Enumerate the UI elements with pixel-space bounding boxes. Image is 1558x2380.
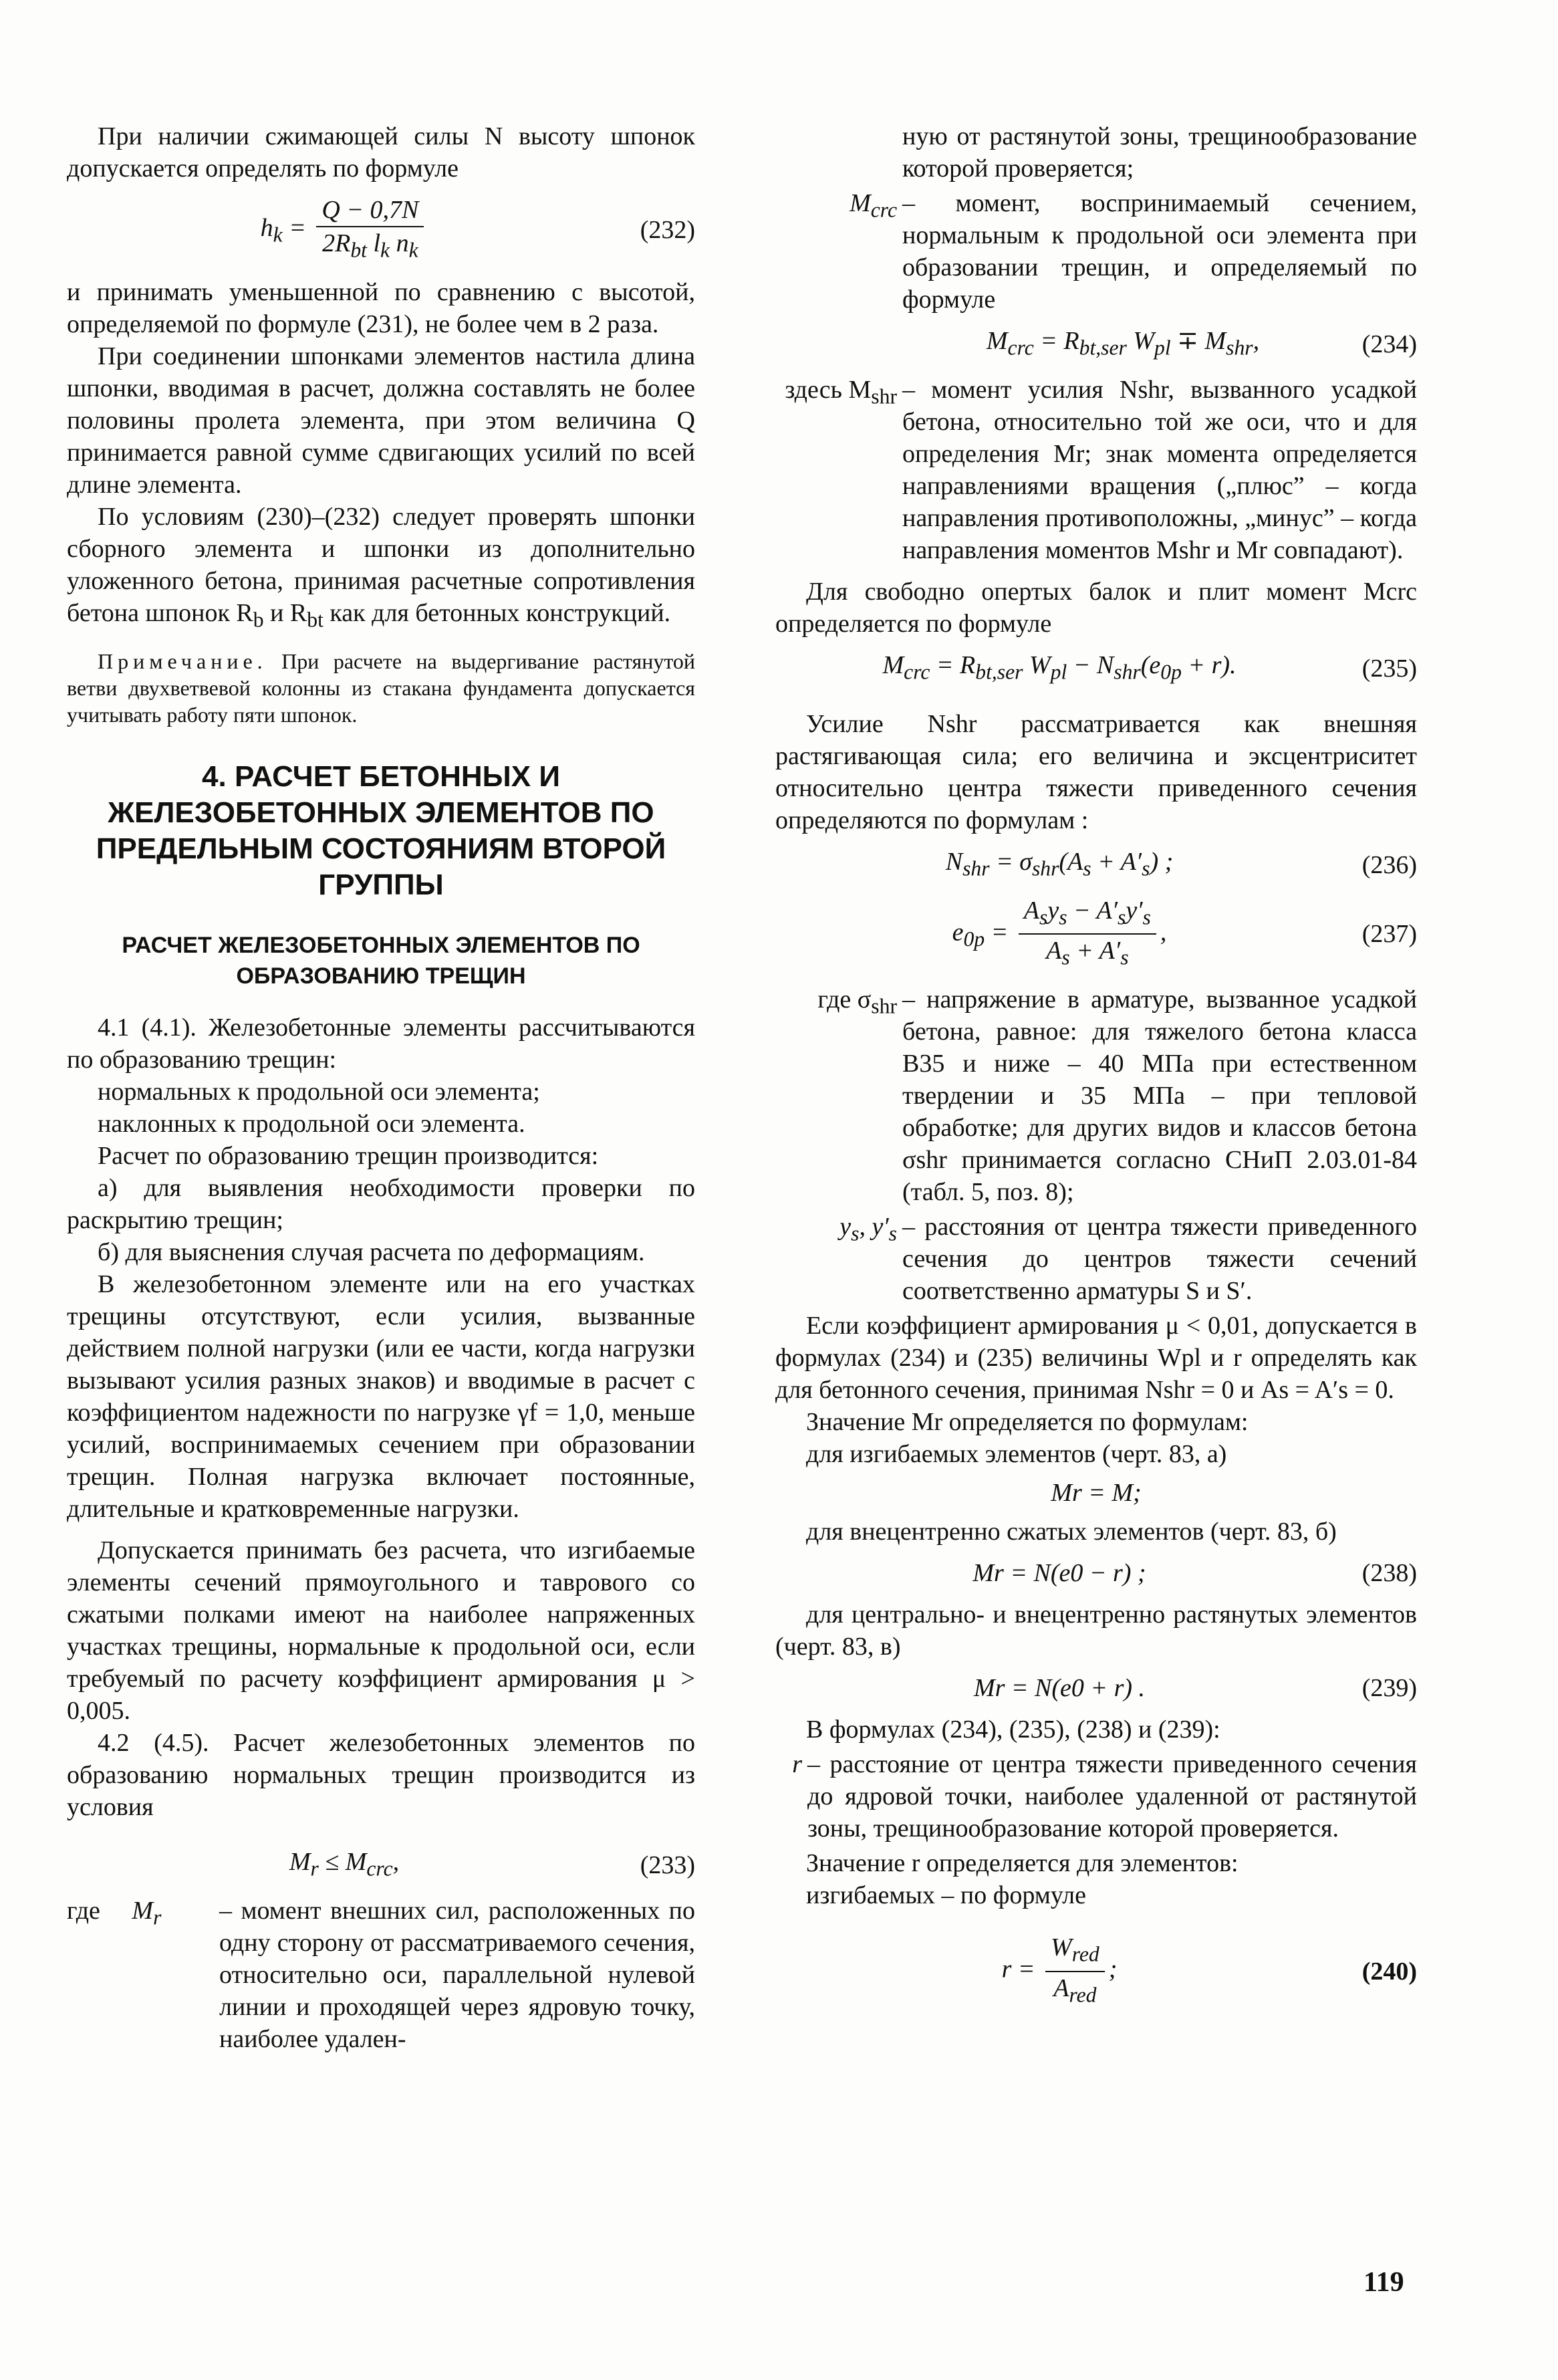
formula-mr: Mr = M; bbox=[1051, 1478, 1142, 1507]
paragraph: для внецентренно сжатых элементов (черт. 83, б) bbox=[806, 1517, 1337, 1546]
paragraph: ную от растянутой зоны, трещинообразование которой проверяется; bbox=[902, 122, 1417, 183]
list-item: нормальных к продольной оси элемента; bbox=[98, 1078, 540, 1106]
formula-number: (236) bbox=[1361, 851, 1417, 880]
paragraph: изгибаемых – по формуле bbox=[806, 1881, 1087, 1909]
right-column bbox=[775, 120, 1417, 2020]
fraction bbox=[316, 194, 424, 267]
formula-symbol: h bbox=[260, 214, 273, 243]
definition-label: где $M_r$ bbox=[67, 1896, 162, 1929]
note-label: Примечание. bbox=[98, 649, 267, 674]
paragraph: Значение r определяется для элементов: bbox=[806, 1849, 1239, 1877]
paragraph: При наличии сжимающей силы N высоту шпонок допускается определять по формуле bbox=[67, 122, 695, 183]
page-number: 119 bbox=[1364, 2267, 1404, 2298]
definition-sigma bbox=[775, 983, 1417, 1208]
definition-text: – момент, воспринимаемый сечением, нормальным к продольной оси элемента при образовании трещин, и определяемый по формуле bbox=[902, 189, 1417, 314]
fraction-numerator: $A_sy_s - A'_sy'_s$ bbox=[1019, 895, 1156, 935]
definition-text: – расстояния от центра тяжести приведенного сечения до центров тяжести сечений соответственно арматуры S и S′. bbox=[902, 1212, 1417, 1305]
definition-mcrc bbox=[775, 187, 1417, 316]
formula-239 bbox=[775, 1672, 1417, 1704]
definition-mr bbox=[67, 1895, 695, 2055]
formula-233: $M_r \le M_{crc}$, (233) bbox=[289, 1848, 695, 1881]
note bbox=[67, 648, 695, 728]
formula-number: (237) bbox=[1361, 920, 1417, 949]
formula-number: (232) bbox=[640, 216, 695, 245]
formula-number: (238) bbox=[1361, 1558, 1417, 1587]
fraction-numerator: Q − 0,7N bbox=[316, 194, 424, 227]
fraction-numerator: $W_{red}$ bbox=[1045, 1931, 1105, 1972]
fraction-denominator: $A_{red}$ bbox=[1053, 1974, 1097, 2007]
paragraph: и принимать уменьшенной по сравнению с высотой, определяемой по формуле (231), не более чем в 2 раза. bbox=[67, 277, 695, 338]
paragraph: В железобетонном элементе или на его участках трещины отсутствуют, если усилия, вызванные действием полной нагрузки (или ее части, когда нагрузки вызывают усилия разных знаков) и вводимые в расчет с коэффициентом надежности по нагрузке γf = 1,0, меньше усилий, воспринимаемых сечением при образовании трещин. Полная нагрузка включает постоянные, длительные и кратковременные нагрузки. bbox=[67, 1270, 695, 1524]
paragraph: Для свободно опертых балок и плит момент Mcrc определяется по формуле bbox=[775, 577, 1417, 638]
formula-number: (240) bbox=[1361, 1957, 1417, 1986]
definition-text: – момент внешних сил, расположенных по одну сторону от рассматриваемого сечения, относительно оси, параллельной нулевой линии и проходящей через ядровую точку, наиболее удален- bbox=[219, 1896, 695, 2053]
formula-number: (235) bbox=[1361, 654, 1417, 683]
definition-label: где $\sigma_{shr}$ bbox=[817, 985, 897, 1018]
paragraph: для центрально- и внецентренно растянутых элементов (черт. 83, в) bbox=[775, 1600, 1417, 1661]
formula-238 bbox=[775, 1557, 1417, 1589]
definition-label: здесь $M_{shr}$ bbox=[785, 375, 897, 408]
definition-r bbox=[775, 1748, 1417, 1844]
list-item: наклонных к продольной оси элемента. bbox=[98, 1110, 525, 1139]
paragraph: Допускается принимать без расчета, что изгибаемые элементы сечений прямоугольного и таврового со сжатыми полками имеют на наиболее напряженных участках трещины, нормальные к продольной оси, если требуемый по расчету коэффициент армирования μ > 0,005. bbox=[67, 1536, 695, 1726]
paragraph: для изгибаемых элементов (черт. 83, а) bbox=[806, 1439, 1227, 1468]
paragraph: Значение Mr определяется по формулам: bbox=[806, 1407, 1249, 1436]
formula-number: (239) bbox=[1361, 1673, 1417, 1702]
definition-label: $M_{crc}$ bbox=[850, 189, 897, 222]
fraction bbox=[1019, 895, 1156, 974]
formula-subscript: k bbox=[273, 223, 283, 247]
definition-label: r bbox=[792, 1750, 802, 1778]
note-text: При расчете на выдергивание растянутой ветви двухветвевой колонны из стакана фундамента допускается учитывать работу пяти шпонок. bbox=[67, 649, 695, 727]
list-item: а) для выявления необходимости проверки по раскрытию трещин; bbox=[67, 1174, 695, 1235]
definition-mshr bbox=[775, 374, 1417, 566]
definition-text: – момент усилия Nshr, вызванного усадкой бетона, относительно той же оси, что и для определения Mr; знак момента определяется направлениями вращения („плюс” – когда направления противоположны, „минус” – когда направления моментов Mshr и Mr совпадают). bbox=[902, 375, 1418, 564]
formula-number: (233) bbox=[640, 1851, 695, 1880]
formula-232: $h_k$ = $\frac{Q - 0,7N}{2R_{bt} l_k n_k}$ (232) bbox=[67, 194, 695, 267]
definition-label: $y_s$, $y'_s$ bbox=[839, 1212, 897, 1245]
paragraph: 4.1 (4.1). Железобетонные элементы рассчитываются по образованию трещин: bbox=[67, 1014, 695, 1074]
formula-237: $e_{0p}$ = $\frac{A_sy_s - A'_sy'_s}{A_s + A'_s}$ , (237) bbox=[775, 895, 1417, 974]
formula-body: Mr = N(e0 + r) . bbox=[973, 1673, 1146, 1702]
paragraph: Расчет по образованию трещин производится: bbox=[98, 1142, 599, 1171]
list-item: б) для выяснения случая расчета по деформациям. bbox=[98, 1238, 645, 1267]
paragraph: В формулах (234), (235), (238) и (239): bbox=[806, 1715, 1220, 1744]
paragraph: Усилие Nshr рассматривается как внешняя растягивающая сила; его величина и эксцентриситет относительно центра тяжести приведенного сечения определяются по формулам : bbox=[775, 710, 1417, 835]
left-column bbox=[67, 120, 695, 2058]
fraction-denominator: $2R_{bt}$ $l_k$ $n_k$ bbox=[322, 229, 418, 262]
formula-body: Mr = N(e0 − r) ; bbox=[972, 1558, 1146, 1587]
formula-240: r = $\frac{W_{red}}{A_{red}}$ ; (240) bbox=[775, 1931, 1417, 2011]
fraction-denominator: $A_s + A'_s$ bbox=[1046, 937, 1129, 969]
formula-236: $N_{shr} = \sigma_{shr}(A_s + A'_s)$ ; (236) bbox=[945, 848, 1417, 880]
formula-235: $M_{crc} = R_{bt,ser}$ $W_{pl} - N_{shr}(e_{0p} + r)$. (235) bbox=[882, 650, 1417, 684]
formula-234: $M_{crc} = R_{bt,ser}$ $W_{pl} \mp M_{shr}$, (234) bbox=[986, 327, 1417, 360]
formula-number: (234) bbox=[1361, 330, 1417, 359]
paragraph: При соединении шпонками элементов настила длина шпонки, вводимая в расчет, должна составлять не более половины пролета элемента, при этом величина Q принимается равной сумме сдвигающих усилий по всей длине элемента. bbox=[67, 342, 695, 499]
paragraph: Если коэффициент армирования μ < 0,01, допускается в формулах (234) и (235) величины Wpl и r определять как для бетонного сечения, принимая Nshr = 0 и As = A′s = 0. bbox=[775, 1311, 1417, 1404]
subsection-heading: РАСЧЕТ ЖЕЛЕЗОБЕТОННЫХ ЭЛЕМЕНТОВ ПО ОБРАЗОВАНИЮ ТРЕЩИН bbox=[122, 933, 640, 989]
definition-ys bbox=[775, 1211, 1417, 1307]
definition-text: – расстояние от центра тяжести приведенного сечения до ядровой точки, наиболее удаленной от растянутой зоны, трещинообразование которой проверяется. bbox=[807, 1750, 1417, 1842]
fraction bbox=[1045, 1931, 1105, 2011]
paragraph: По условиям (230)–(232) следует проверять шпонки сборного элемента и шпонки из дополнительно уложенного бетона, принимая расчетные сопротивления бетона шпонок $R_b$ и $R_{bt}$ как для бетонных конструкций. bbox=[67, 502, 695, 632]
section-heading: 4. РАСЧЕТ БЕТОННЫХ И ЖЕЛЕЗОБЕТОННЫХ ЭЛЕМЕНТОВ ПО ПРЕДЕЛЬНЫМ СОСТОЯНИЯМ ВТОРОЙ ГРУППЫ bbox=[96, 760, 666, 902]
paragraph: 4.2 (4.5). Расчет железобетонных элементов по образованию нормальных трещин производится из условия bbox=[67, 1729, 695, 1822]
definition-text: – напряжение в арматуре, вызванное усадкой бетона, равное: для тяжелого бетона класса В35 и ниже – 40 МПа при естественном твердении и 35 МПа – при тепловой обработке; для других видов и классов бетона σshr принимается согласно СНиП 2.03.01-84 (табл. 5, поз. 8); bbox=[902, 985, 1417, 1206]
